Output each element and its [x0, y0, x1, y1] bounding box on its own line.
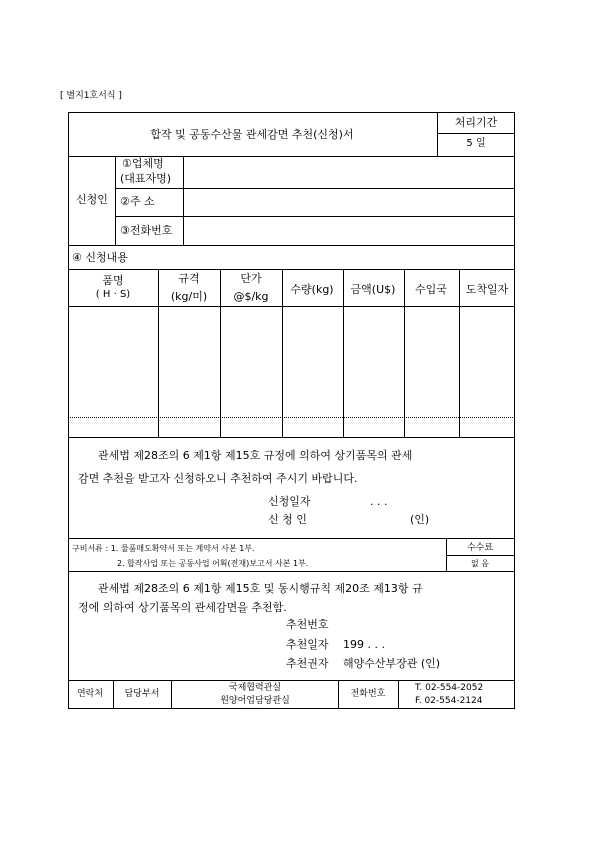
fee-label: 수수료 — [466, 543, 494, 553]
recommend-statement-line2: 정에 의하여 상기품목의 관세감면을 추천함. — [78, 601, 287, 614]
request-statement-line1: 관세법 제28조의 6 제1항 제15호 규정에 의하여 상기품목의 관세 — [98, 449, 413, 462]
col-header-item-hs: ( H · S) — [95, 289, 131, 300]
recommend-authority-label: 추천권자 — [286, 657, 329, 670]
col-header-unit-price-unit: @$/kg — [233, 290, 269, 303]
company-name-label: ①업체명 — [122, 157, 164, 170]
department-name-2: 원양어업담당관실 — [220, 696, 290, 706]
col-header-spec: 규격 — [178, 272, 200, 285]
request-statement-line2: 감면 추천을 받고자 신청하오니 추천하여 주시기 바랍니다. — [78, 472, 358, 485]
col-header-amount: 금액(U$) — [350, 283, 396, 296]
content-section-label: ④ 신청내용 — [72, 251, 128, 264]
contact-label: 연락처 — [76, 689, 104, 699]
recommend-statement-line1: 관세법 제28조의 6 제1항 제15호 및 동시행규칙 제20조 제13항 규 — [98, 582, 423, 595]
required-documents-prefix: 구비서류 : — [72, 544, 111, 553]
required-documents-item2: 2. 합작사업 또는 공동사업 어획(전재)보고서 사본 1부. — [117, 559, 309, 568]
processing-period-label: 처리기간 — [454, 116, 498, 129]
required-documents-item1: 구비서류 : 1. 물품매도확약서 또는 계약서 사본 1부. — [72, 544, 255, 553]
department-name-1: 국제협력관실 — [228, 683, 282, 693]
form-reference: [ 별지1호서식 ] — [60, 91, 122, 101]
processing-period-value: 5 일 — [466, 138, 486, 149]
recommend-authority-value: 해양수산부장관 (인) — [343, 657, 441, 670]
phone-number-label: 전화번호 — [350, 689, 386, 699]
application-date-value: . . . — [370, 495, 388, 508]
telephone-number: T. 02-554-2052 — [415, 683, 484, 693]
applicant-section-label: 신청인 — [76, 193, 108, 206]
col-header-unit-price: 단가 — [240, 272, 262, 285]
department-label: 담당부서 — [124, 689, 160, 699]
phone-label: ③전화번호 — [120, 224, 173, 237]
fax-number: F. 02-554-2124 — [415, 696, 483, 706]
address-label: ②주 소 — [120, 195, 155, 208]
col-header-item: 품명 — [102, 274, 124, 287]
application-date-label: 신청일자 — [268, 495, 311, 508]
fee-value: 없 음 — [471, 559, 489, 568]
form-title: 합작 및 공동수산물 관세감면 추천(신청)서 — [150, 128, 354, 141]
applicant-seal: (인) — [410, 513, 430, 526]
applicant-signature-label: 신 청 인 — [268, 513, 307, 526]
recommend-date-value: 199 . . . — [343, 638, 385, 651]
col-header-import-country: 수입국 — [415, 283, 447, 296]
col-header-spec-unit: (kg/미) — [170, 290, 208, 303]
recommend-number-label: 추천번호 — [286, 618, 329, 631]
representative-label: (대표자명) — [120, 172, 172, 185]
col-header-quantity: 수량(kg) — [290, 283, 334, 296]
col-header-arrival-date: 도착일자 — [465, 283, 509, 296]
recommend-date-label: 추천일자 — [286, 638, 329, 651]
